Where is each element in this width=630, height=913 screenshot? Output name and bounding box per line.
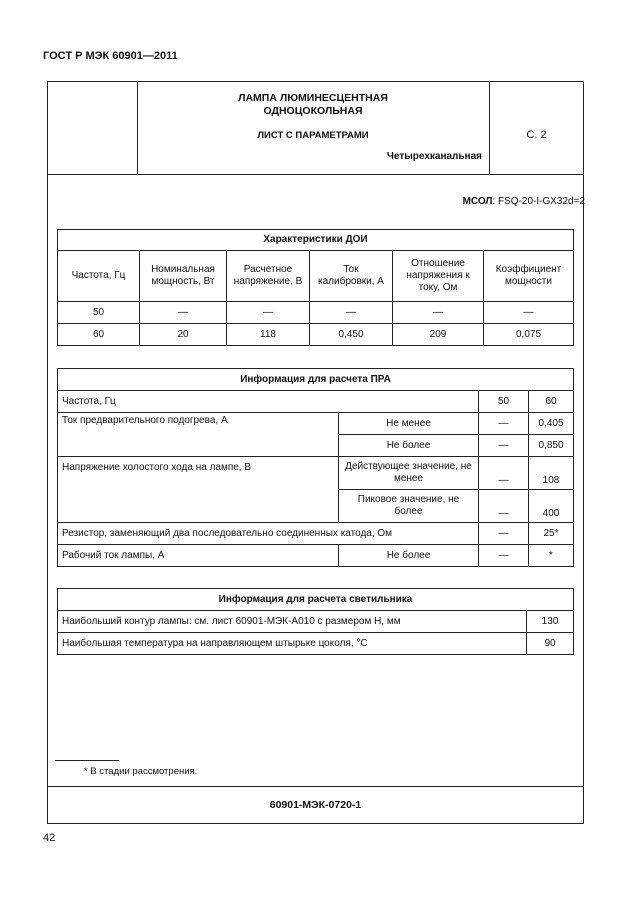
pra-working-label: Рабочий ток лампы, А [58,545,339,567]
table-cell: — [310,302,393,324]
pra-working-50: — [479,545,529,567]
luminaire-temp-label: Наибольшая температура на направляющем штырьке цоколя, °С [58,633,527,655]
pra-resistor-60: 25* [529,523,574,545]
lamp-subtitle: Четырехканальная [386,151,482,162]
pra-table [57,368,574,567]
pra-resistor-label: Резистор, заменяющий два последовательно соединенных катода, Ом [58,523,479,545]
doi-header-ratio: Отношение напряжения к току, Ом [393,251,484,302]
mcol-value: : FSQ-20-I-GX32d=2 [492,196,585,207]
pra-ocv-peak-label: Пиковое значение, не более [339,490,479,523]
page-number: 42 [43,832,56,844]
pra-ocv-peak-50: — [479,490,529,523]
pra-preheat-min-label: Не менее [339,413,479,435]
pra-title: Информация для расчета ПРА [58,369,574,391]
pra-ocv-label: Напряжение холостого хода на лампе, В [58,457,339,523]
pra-ocv-rms-label: Действующее значение, не менее [339,457,479,490]
doi-header-power: Номинальная мощность, Вт [140,251,227,302]
mcol-designation [463,196,585,207]
doi-title: Характеристики ДОИ [58,230,574,251]
luminaire-table [57,588,574,655]
pra-preheat-max-50: — [479,435,529,457]
luminaire-contour-value: 130 [527,611,574,633]
mcol-label: МСОЛ [462,196,493,207]
table-cell: 209 [393,324,484,346]
luminaire-title: Информация для расчета светильника [58,589,574,611]
bottom-divider [47,786,584,787]
doi-header-pf: Коэффициент мощности [484,251,574,302]
table-cell: 0,450 [310,324,393,346]
doi-header-current: Ток калибровки, А [310,251,393,302]
table-cell: 118 [227,324,310,346]
pra-freq-50: 50 [479,391,529,413]
pra-preheat-label: Ток предварительного подогрева, А [58,413,339,457]
pra-working-60: * [529,545,574,567]
table-cell: — [140,302,227,324]
table-cell: — [227,302,310,324]
title-line-2: ОДНОЦОКОЛЬНАЯ [263,105,363,117]
pra-ocv-rms-50: — [479,457,529,490]
table-cell: 0,075 [484,324,574,346]
footnote-rule [55,760,119,761]
pra-preheat-max-60: 0,850 [529,435,574,457]
doi-header-voltage: Расчетное напряжение, В [227,251,310,302]
sheet-number: 60901-МЭК-0720-1 [269,799,362,811]
pra-ocv-rms-60: 108 [529,457,574,490]
pra-ocv-peak-60: 400 [529,490,574,523]
doi-table [57,229,574,346]
pra-freq-label: Частота, Гц [58,391,479,413]
footnote: * В стадии рассмотрения. [84,766,198,777]
title-block-bottom [47,174,584,175]
luminaire-temp-value: 90 [527,633,574,655]
table-cell: — [393,302,484,324]
table-row [58,324,574,346]
pra-preheat-max-label: Не более [339,435,479,457]
table-cell: 20 [140,324,227,346]
table-row [58,302,574,324]
table-cell: 60 [58,324,140,346]
table-cell: 50 [58,302,140,324]
title-line-1: ЛАМПА ЛЮМИНЕСЦЕНТНАЯ [238,92,388,104]
sheet-label: ЛИСТ С ПАРАМЕТРАМИ [257,130,369,141]
pra-preheat-min-60: 0,405 [529,413,574,435]
table-cell: — [484,302,574,324]
luminaire-contour-label: Наибольший контур лампы: см. лист 60901-МЭК-А010 с размером H, мм [58,611,527,633]
pra-working-limit: Не более [339,545,479,567]
title-block-divider-right [489,81,490,175]
doi-header-freq: Частота, Гц [58,251,140,302]
page-ref: С. 2 [526,129,547,141]
pra-resistor-50: — [479,523,529,545]
pra-preheat-min-50: — [479,413,529,435]
pra-freq-60: 60 [529,391,574,413]
standard-header: ГОСТ Р МЭК 60901—2011 [43,50,178,62]
